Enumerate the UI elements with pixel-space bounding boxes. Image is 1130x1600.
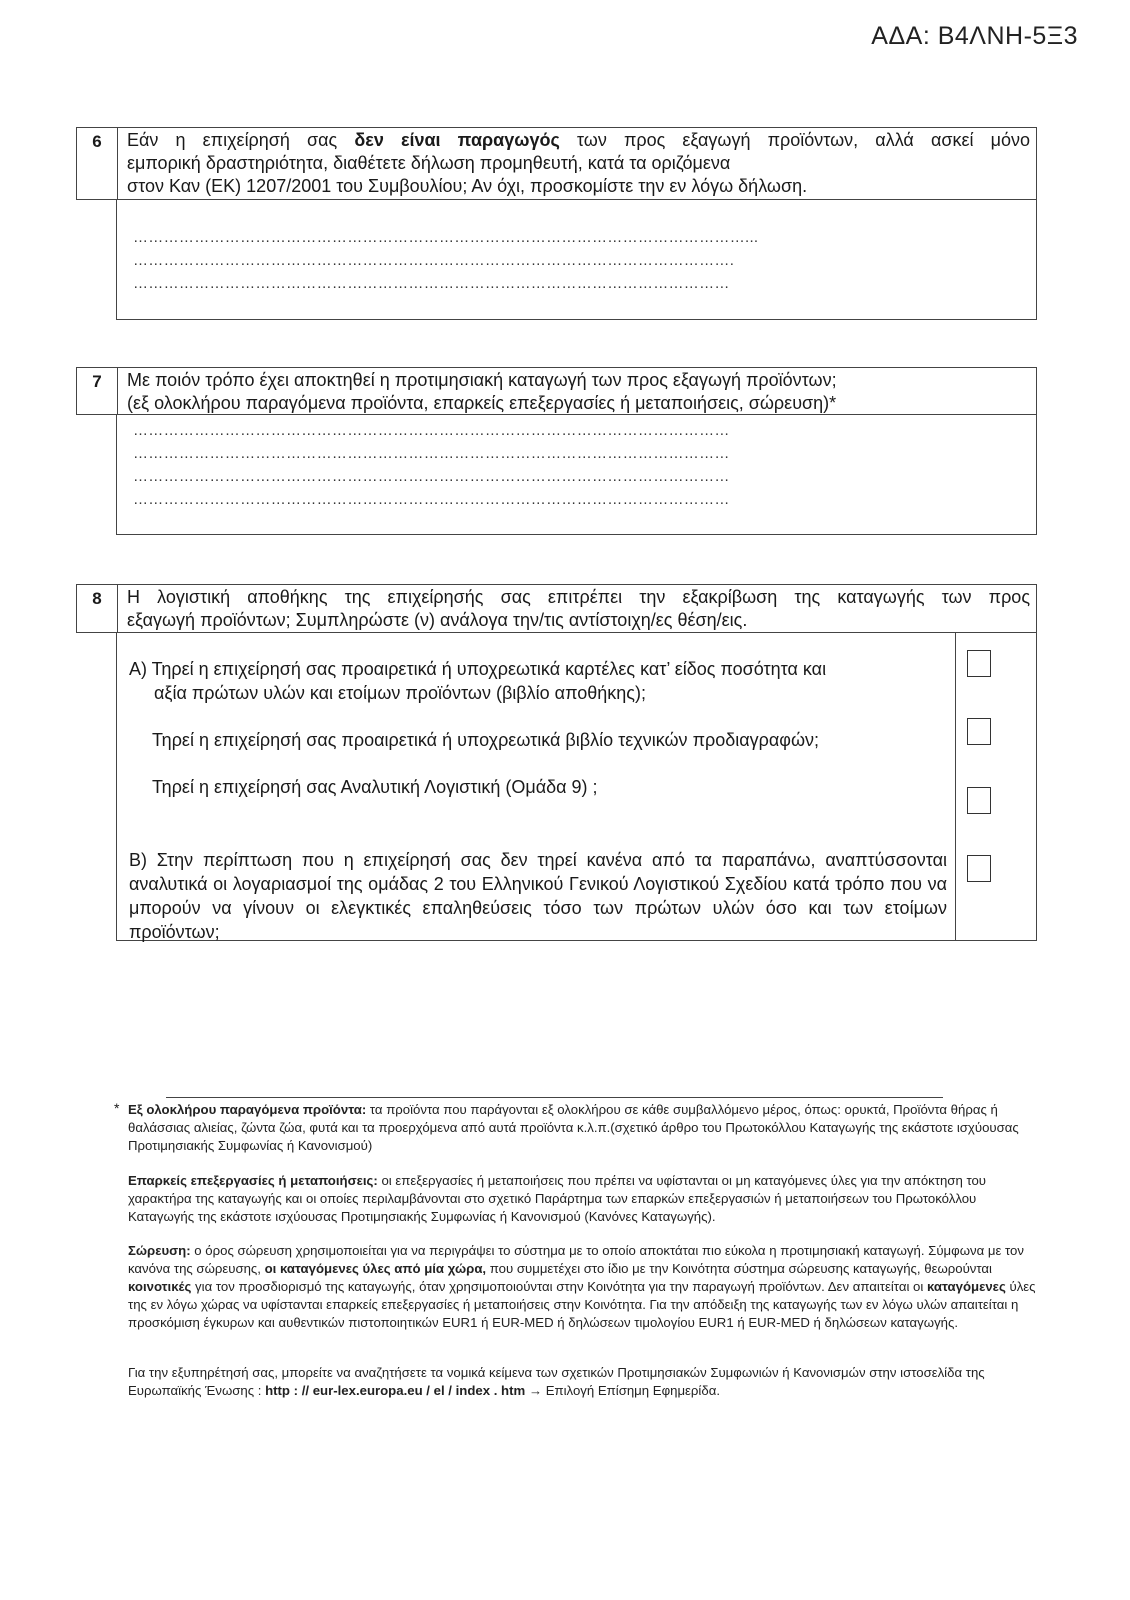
- question-text: [118, 368, 1036, 414]
- question-8-header: [76, 584, 1037, 633]
- answer-line: ………………………………………………………………………………………………………: [133, 468, 730, 485]
- footnote-cumulation: [128, 1242, 1038, 1332]
- question-number: 6: [77, 128, 118, 199]
- footnote-text: που συμμετέχει στο ίδιο με την Κοινότητα σύστημα σώρευσης καταγωγής, θεωρούνται: [486, 1261, 992, 1276]
- question-7-answer-area[interactable]: [116, 415, 1037, 535]
- footnote-legal-texts: [128, 1364, 1038, 1400]
- answer-line: ………………………………………………………………………………………………………: [133, 275, 730, 292]
- footnote-star: *: [114, 1100, 120, 1116]
- options-text-column: [117, 633, 956, 940]
- checkbox-technical-specs[interactable]: [967, 718, 991, 745]
- answer-line: ………………………………………………………………………………………………………: [133, 445, 730, 462]
- checkbox-column: [956, 633, 1036, 940]
- footnote-term: Επαρκείς επεξεργασίες ή μεταποιήσεις:: [128, 1173, 378, 1188]
- footnote-text: ο όρος σώρευση χρησιμοποιείται για να περιγράψει το σύστημα με το οποίο αποκτάται πιο εύκολα η προτιμησιακή καταγωγή. Σύμφωνα με τον κανόνα της σώρευσης,: [128, 1243, 1024, 1276]
- question-text: [118, 128, 1036, 199]
- footnote-text: τα προϊόντα που παράγονται εξ ολοκλήρου σε κάθε συμβαλλόμενο μέρος, όπως: ορυκτά, Προϊόντα θήρας ή θαλάσσιας αλιείας, ζώντα ζώα, φυτά και τα προερχόμενα από αυτά προϊόντα κ.λ.π.(σχετικό άρθρο του Πρωτοκόλλου Καταγωγής της εκάστοτε ισχύουσας Προτιμησιακής Συμφωνίας ή Κανονισμού): [128, 1102, 1019, 1153]
- footnote-bold: οι καταγόμενες ύλες από μία χώρα,: [264, 1261, 487, 1276]
- checkbox-analytical-accounting[interactable]: [967, 787, 991, 814]
- footnote-sufficient-processing: [128, 1172, 1038, 1226]
- answer-line: ……………………………………………………………………………………………………….: [133, 252, 735, 269]
- q6-text-end: των προς εξαγωγή προϊόντων, αλλά ασκεί μόνο: [559, 130, 1030, 150]
- answer-line: ………………………………………………………………………………………………………: [133, 422, 730, 439]
- footnote-text: Για την εξυπηρέτησή σας, μπορείτε να αναζητήσετε τα νομικά κείμενα των σχετικών Προτιμησιακών Συμφωνιών ή Κανονισμών στην ιστοσελίδα της Ευρωπαϊκής Ένωσης :: [128, 1365, 985, 1398]
- option-a-analytical-accounting: Τηρεί η επιχείρησή σας Αναλυτική Λογιστική (Ομάδα 9) ;: [152, 777, 598, 797]
- footnote-text: Επιλογή Επίσημη Εφημερίδα.: [545, 1383, 720, 1398]
- footnote-text: οι επεξεργασίες ή μεταποιήσεις που πρέπει να υφίστανται οι μη καταγόμενες ύλες για την απόκτηση του χαρακτήρα της καταγωγής και οι οποίες περιλαμβάνονται στο σχετικό Παράρτημα των επαρκών επεξεργασιών ή μεταποιήσεων του Πρωτοκόλλου Καταγωγής της εκάστοτε ισχύουσας Προτιμησιακής Συμφωνίας ή Κανονισμού (Κανόνες Καταγωγής).: [128, 1173, 987, 1224]
- footnote-text: για τον προσδιορισμό της καταγωγής, όταν χρησιμοποιούνται στην Κοινότητα για την παραγωγή προϊόντων. Δεν απαιτείται οι: [191, 1279, 927, 1294]
- q7-line-1: Με ποιόν τρόπο έχει αποκτηθεί η προτιμησιακή καταγωγή των προς εξαγωγή προϊόντων;: [127, 370, 837, 390]
- question-number: 8: [77, 585, 118, 632]
- question-6-answer-area[interactable]: [116, 200, 1037, 320]
- q6-text-bold: δεν είναι παραγωγός: [354, 130, 560, 150]
- q8-line-2: εξαγωγή προϊόντων; Συμπληρώστε (ν) ανάλογα την/τις αντίστοιχη/ες θέση/εις.: [127, 610, 748, 630]
- q6-line-2: εμπορική δραστηριότητα, διαθέτετε δήλωση προμηθευτή, κατά τα οριζόμενα: [127, 153, 731, 173]
- checkbox-group-2-accounts[interactable]: [967, 855, 991, 882]
- question-6-header: [76, 127, 1037, 200]
- option-a-line-1: Α) Τηρεί η επιχείρησή σας προαιρετικά ή υποχρεωτικά καρτέλες κατ’ είδος ποσότητα και: [129, 659, 827, 679]
- footnote-bold: κοινοτικές: [128, 1279, 192, 1294]
- q6-text-start: Εάν η επιχείρησή σας: [127, 130, 355, 150]
- option-a: [129, 657, 949, 705]
- document-ada-code: ΑΔΑ: Β4ΛΝΗ-5Ξ3: [871, 22, 1078, 50]
- footnote-term: Σώρευση:: [128, 1243, 191, 1258]
- answer-line: ………………………………………………………………………………………………………: [133, 491, 730, 508]
- footnote-term: Εξ ολοκλήρου παραγόμενα προϊόντα:: [128, 1102, 367, 1117]
- footnote-wholly-obtained: [128, 1101, 1038, 1155]
- question-8-options: [116, 633, 1037, 941]
- footnote-bold: καταγόμενες: [926, 1279, 1006, 1294]
- question-7-header: [76, 367, 1037, 415]
- option-b: Β) Στην περίπτωση που η επιχείρησή σας δεν τηρεί κανένα από τα παραπάνω, αναπτύσσονται αναλυτικά οι λογαριασμοί της ομάδας 2 του Ελληνικού Γενικού Λογιστικού Σχεδίου κατά τρόπο που να μπορούν να γίνουν οι ελεγκτικές επαληθεύσεις τόσο των πρώτων υλών όσο και των ετοίμων προϊόντων;: [129, 850, 947, 942]
- q6-line-3: στον Καν (ΕΚ) 1207/2001 του Συμβουλίου; Αν όχι, προσκομίστε την εν λόγω δήλωση.: [127, 176, 808, 196]
- answer-line: …………………………………………………………………………………………………………...: [133, 229, 759, 246]
- checkbox-warehouse-book[interactable]: [967, 650, 991, 677]
- arrow-icon: →: [525, 1383, 546, 1398]
- question-number: 7: [77, 368, 118, 414]
- footnote-text: ύλες της εν λόγω χώρας να υφίστανται επαρκείς επεξεργασίες ή μεταποιήσεις στην Κοινότητα. Για την απόδειξη της καταγωγής των εν λόγω υλών απαιτείται η προσκόμιση έγκυρων και αυθεντικών πιστοποιητικών EUR1 ή EUR-MED ή δηλώσεων τιμολογίου EUR1 ή EUR-MED ή δηλώσεων καταγωγής.: [128, 1279, 1036, 1330]
- eur-lex-link[interactable]: http : // eur-lex.europa.eu / el / index . htm: [265, 1383, 526, 1398]
- q7-line-2: (εξ ολοκλήρου παραγόμενα προϊόντα, επαρκείς επεξεργασίες ή μεταποιήσεις, σώρευση)*: [127, 393, 837, 413]
- option-a-technical-specs: Τηρεί η επιχείρησή σας προαιρετικά ή υποχρεωτικά βιβλίο τεχνικών προδιαγραφών;: [152, 730, 820, 750]
- footnote-separator: [166, 1097, 943, 1098]
- option-a-line-2: αξία πρώτων υλών και ετοίμων προϊόντων (βιβλίο αποθήκης);: [154, 683, 646, 703]
- question-text: [118, 585, 1036, 632]
- q8-line-1: Η λογιστική αποθήκης της επιχείρησής σας επιτρέπει την εξακρίβωση της καταγωγής των προς: [127, 587, 1030, 607]
